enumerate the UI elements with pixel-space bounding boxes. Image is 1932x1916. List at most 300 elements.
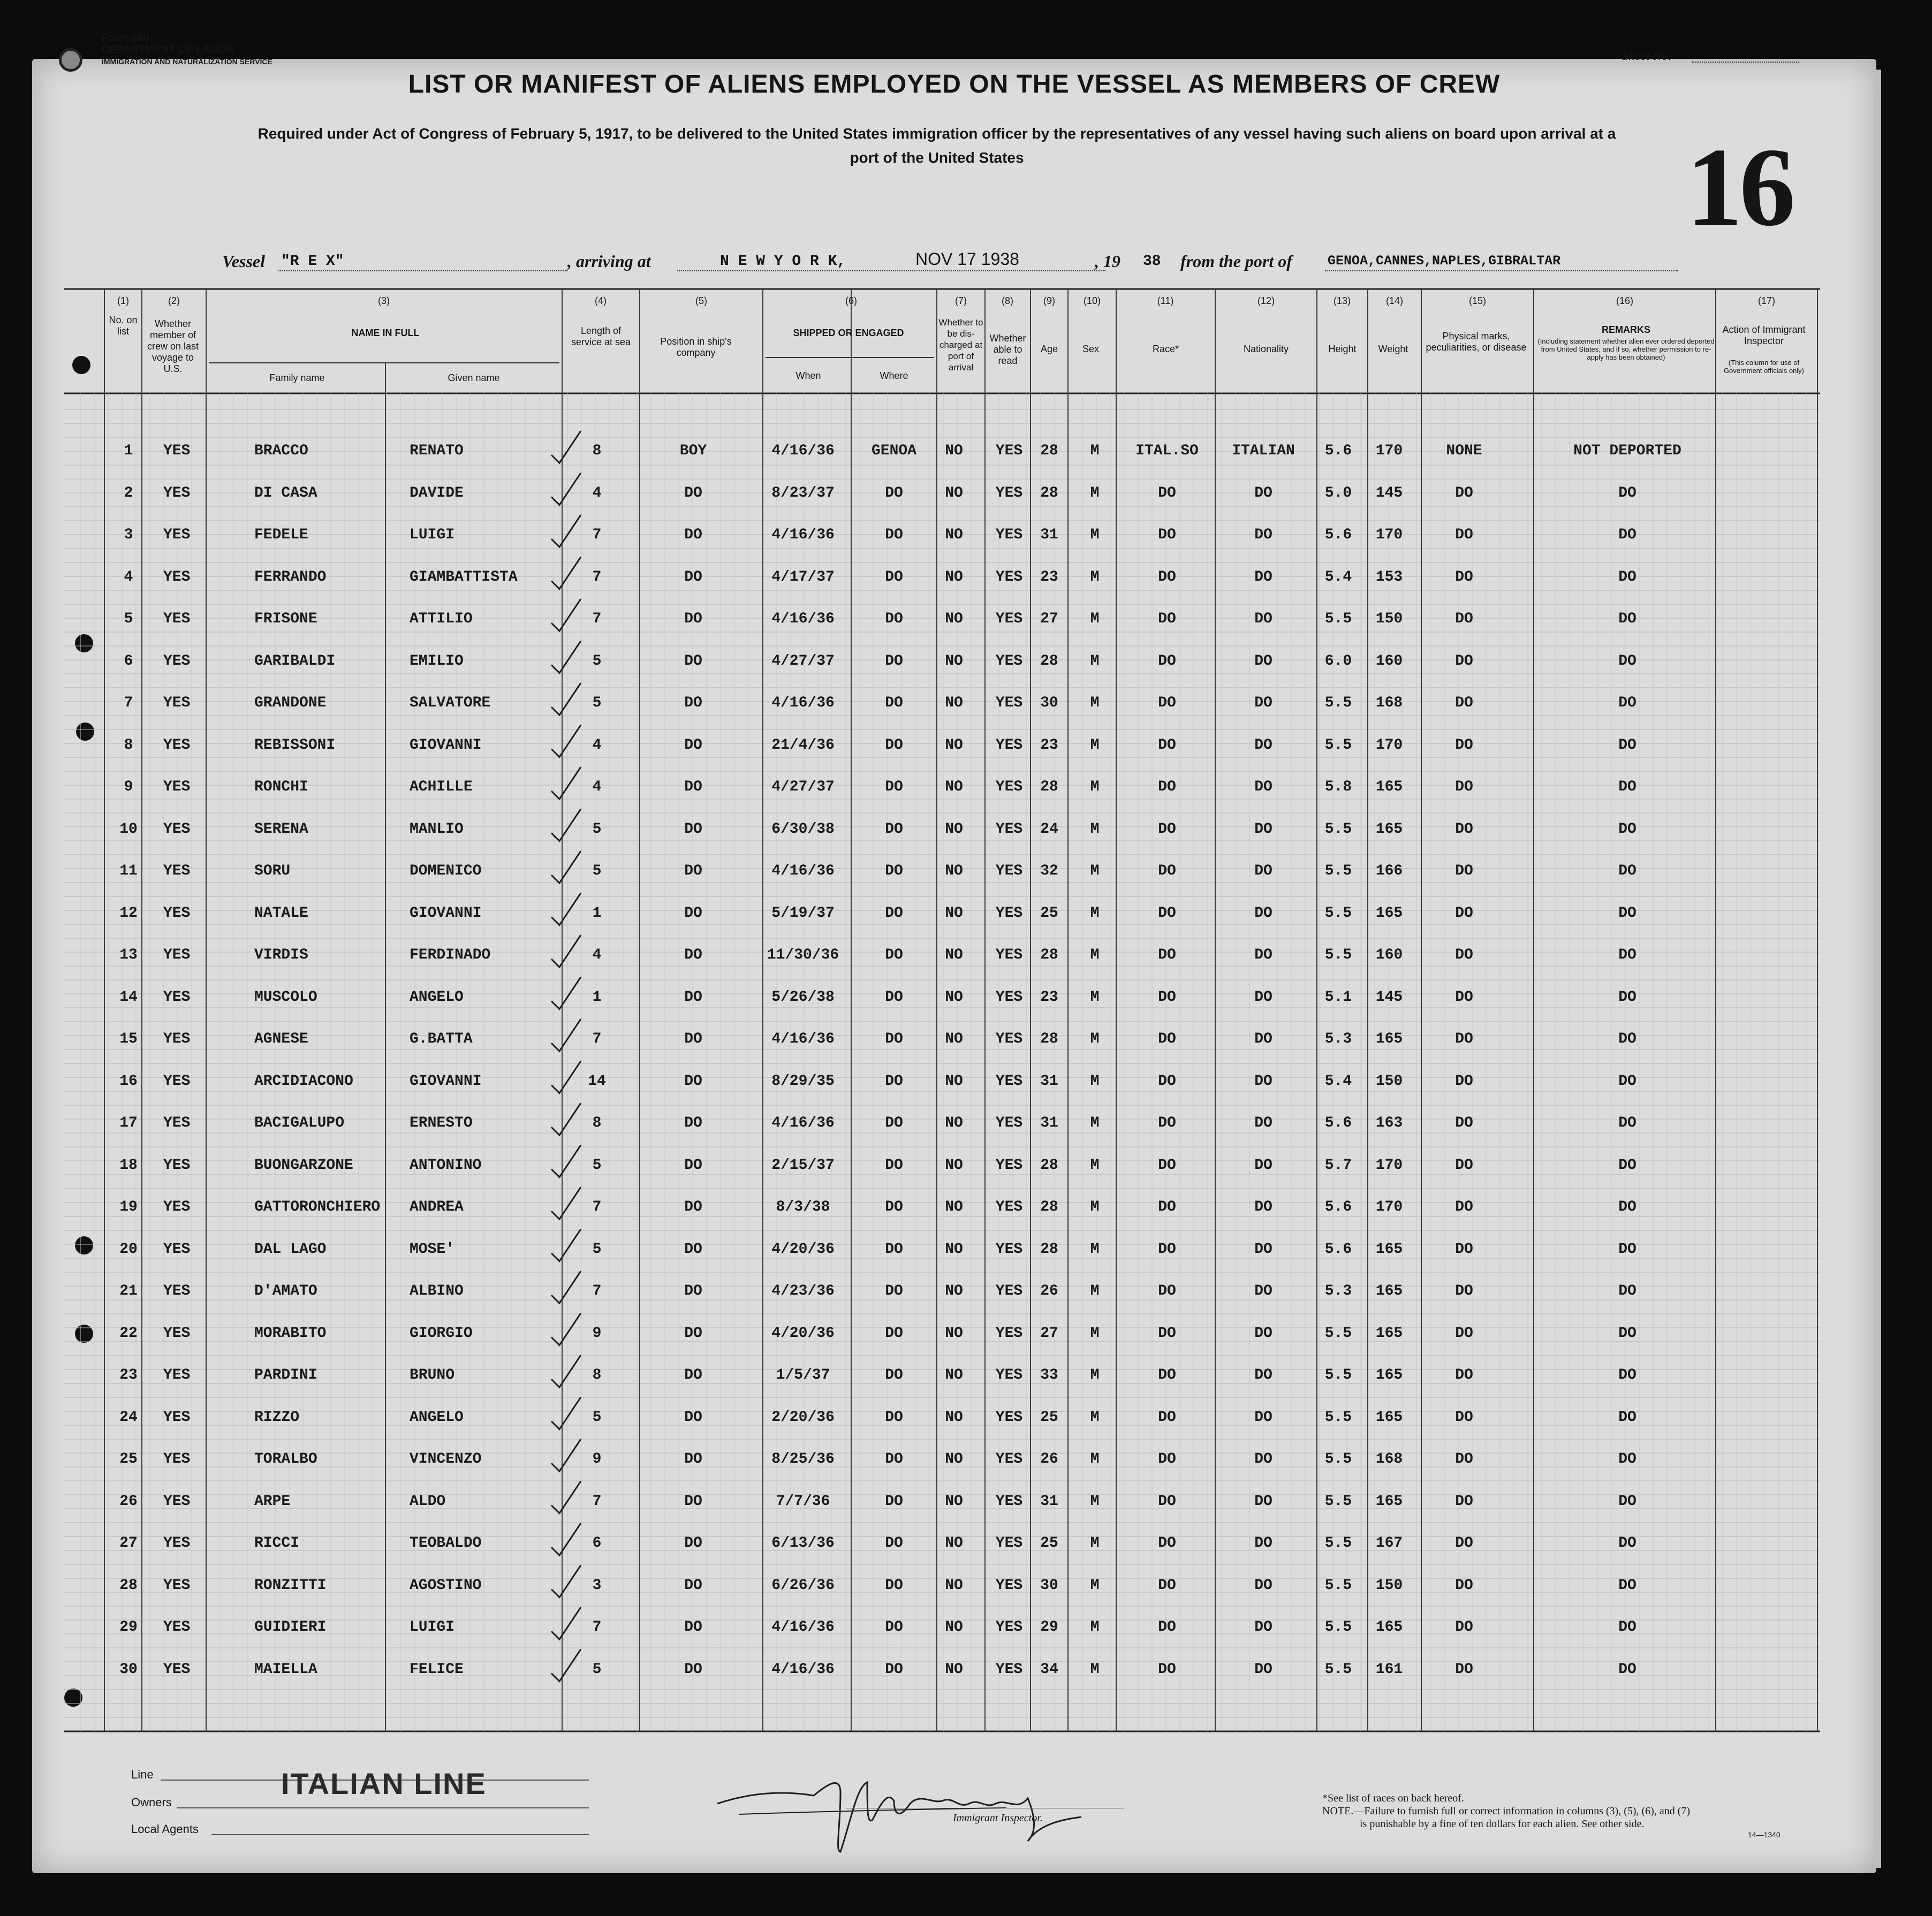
- height: 5.8: [1324, 779, 1352, 795]
- discharged-status: NO: [945, 1073, 963, 1090]
- engaged-place: DO: [885, 820, 903, 838]
- remarks: DO: [1618, 1115, 1636, 1131]
- length-of-service: 4: [592, 484, 602, 501]
- length-of-service: 7: [592, 1283, 602, 1299]
- age: 29: [1040, 1619, 1058, 1636]
- ship-position: DO: [684, 779, 702, 795]
- discharged-status: NO: [945, 904, 963, 922]
- member-last-voyage: YES: [163, 1619, 191, 1636]
- given-name: GIOVANNI: [410, 904, 482, 922]
- sex: M: [1090, 1451, 1100, 1468]
- length-of-service: 8: [592, 443, 602, 459]
- family-name: GRANDONE: [254, 695, 327, 711]
- member-last-voyage: YES: [163, 1451, 191, 1468]
- sex: M: [1090, 652, 1100, 670]
- discharged-status: NO: [945, 1199, 963, 1215]
- given-name: ALDO: [410, 1493, 446, 1510]
- weight: 153: [1375, 568, 1403, 586]
- family-name: RONCHI: [254, 779, 308, 795]
- family-name: GUIDIERI: [254, 1619, 327, 1636]
- nationality: DO: [1254, 1619, 1272, 1636]
- physical-marks: DO: [1455, 1115, 1473, 1131]
- member-last-voyage: YES: [163, 1409, 191, 1426]
- nationality: DO: [1254, 1199, 1272, 1215]
- member-last-voyage: YES: [163, 820, 191, 838]
- engaged-place: DO: [885, 1619, 903, 1636]
- remarks: DO: [1618, 989, 1636, 1006]
- physical-marks: DO: [1455, 1367, 1473, 1383]
- given-name: FELICE: [410, 1661, 464, 1678]
- check-mark-icon: [551, 1355, 581, 1387]
- given-name: VINCENZO: [410, 1451, 482, 1468]
- race: DO: [1158, 779, 1176, 795]
- engaged-date: 8/3/38: [776, 1199, 830, 1215]
- nationality: DO: [1254, 820, 1272, 838]
- weight: 165: [1375, 904, 1403, 922]
- nationality: DO: [1254, 779, 1272, 795]
- member-last-voyage: YES: [163, 443, 191, 459]
- row-number: 10: [119, 820, 138, 838]
- remarks: DO: [1618, 863, 1636, 879]
- remarks: DO: [1618, 527, 1636, 543]
- age: 28: [1040, 443, 1058, 459]
- row-number: 23: [119, 1367, 138, 1383]
- family-name: BACIGALUPO: [254, 1115, 345, 1131]
- remarks: DO: [1618, 1577, 1636, 1594]
- nationality: DO: [1254, 863, 1272, 879]
- family-name: BRACCO: [254, 443, 308, 459]
- able-to-read: YES: [995, 863, 1023, 879]
- given-name: LUIGI: [410, 527, 455, 543]
- able-to-read: YES: [995, 947, 1023, 963]
- remarks: DO: [1618, 484, 1636, 501]
- member-last-voyage: YES: [163, 1493, 191, 1510]
- physical-marks: DO: [1455, 1157, 1473, 1174]
- col-header-action-note: (This column for use of Government officials only): [1723, 359, 1805, 375]
- sex: M: [1090, 863, 1100, 879]
- physical-marks: DO: [1455, 1577, 1473, 1594]
- age: 30: [1040, 695, 1058, 711]
- remarks: DO: [1618, 652, 1636, 670]
- member-last-voyage: YES: [163, 1535, 191, 1552]
- row-number: 13: [119, 947, 138, 963]
- row-number: 26: [119, 1493, 138, 1510]
- able-to-read: YES: [995, 611, 1023, 627]
- length-of-service: 5: [592, 1409, 602, 1426]
- col-header-where: Where: [880, 370, 908, 381]
- engaged-date: 11/30/36: [767, 947, 839, 963]
- remarks: DO: [1618, 695, 1636, 711]
- age: 34: [1040, 1661, 1058, 1678]
- engaged-place: DO: [885, 1157, 903, 1174]
- race: DO: [1158, 1493, 1176, 1510]
- remarks: DO: [1618, 1157, 1636, 1174]
- ship-position: DO: [684, 1451, 702, 1468]
- engaged-date: 4/23/36: [771, 1283, 835, 1299]
- engaged-place: DO: [885, 904, 903, 922]
- row-number: 20: [119, 1241, 138, 1258]
- row-number: 1: [124, 443, 133, 459]
- weight: 165: [1375, 1409, 1403, 1426]
- given-name: GIOVANNI: [410, 1073, 482, 1090]
- member-last-voyage: YES: [163, 1577, 191, 1594]
- nationality: DO: [1254, 1157, 1272, 1174]
- sex: M: [1090, 736, 1100, 754]
- family-name: FRISONE: [254, 611, 317, 627]
- discharged-status: NO: [945, 611, 963, 627]
- able-to-read: YES: [995, 1283, 1023, 1299]
- discharged-status: NO: [945, 779, 963, 795]
- engaged-place: DO: [885, 947, 903, 963]
- owner-stamp: ITALIAN LINE: [281, 1767, 487, 1800]
- race: DO: [1158, 1577, 1176, 1594]
- able-to-read: YES: [995, 1241, 1023, 1258]
- able-to-read: YES: [995, 1031, 1023, 1047]
- age: 32: [1040, 863, 1058, 879]
- given-name: EMILIO: [410, 652, 464, 670]
- row-number: 14: [119, 989, 138, 1006]
- member-last-voyage: YES: [163, 652, 191, 670]
- height: 5.3: [1324, 1283, 1352, 1299]
- race: DO: [1158, 1157, 1176, 1174]
- year-value: 38: [1143, 253, 1161, 270]
- physical-marks: DO: [1455, 1199, 1473, 1215]
- given-name: ACHILLE: [410, 779, 473, 795]
- row-number: 4: [124, 568, 133, 586]
- physical-marks: DO: [1455, 1451, 1473, 1468]
- discharged-status: NO: [945, 1535, 963, 1552]
- row-number: 18: [119, 1157, 138, 1174]
- engaged-date: 2/20/36: [771, 1409, 835, 1426]
- nationality: DO: [1254, 904, 1272, 922]
- engaged-place: DO: [885, 1409, 903, 1426]
- subtitle-line2: port of the United States: [850, 149, 1024, 166]
- given-name: RENATO: [410, 443, 464, 459]
- col-header-race: Race*: [1152, 344, 1179, 354]
- able-to-read: YES: [995, 443, 1023, 459]
- engaged-place: DO: [885, 779, 903, 795]
- family-name: RIZZO: [254, 1409, 300, 1426]
- engaged-date: 8/25/36: [771, 1451, 835, 1468]
- height: 5.4: [1324, 568, 1352, 586]
- age: 31: [1040, 1073, 1058, 1090]
- race: DO: [1158, 947, 1176, 963]
- ship-position: DO: [684, 1577, 702, 1594]
- sex: M: [1090, 1577, 1100, 1594]
- nationality: DO: [1254, 1493, 1272, 1510]
- length-of-service: 5: [592, 1241, 602, 1258]
- engaged-place: DO: [885, 1325, 903, 1342]
- weight: 165: [1375, 1367, 1403, 1383]
- height: 5.5: [1324, 1493, 1352, 1510]
- ship-position: DO: [684, 484, 702, 501]
- engaged-date: 4/17/37: [771, 568, 835, 586]
- remarks: DO: [1618, 1661, 1636, 1678]
- remarks: DO: [1618, 1283, 1636, 1299]
- engaged-date: 8/23/37: [771, 484, 835, 501]
- column-number: (2): [168, 295, 180, 306]
- engaged-place: DO: [885, 1283, 903, 1299]
- engaged-date: 4/16/36: [771, 1619, 835, 1636]
- service-name: IMMIGRATION AND NATURALIZATION SERVICE: [102, 57, 272, 66]
- engaged-place: DO: [885, 527, 903, 543]
- nationality: DO: [1254, 947, 1272, 963]
- member-last-voyage: YES: [163, 1115, 191, 1131]
- discharged-status: NO: [945, 443, 963, 459]
- engaged-place: DO: [885, 1577, 903, 1594]
- sex: M: [1090, 484, 1100, 501]
- nationality: DO: [1254, 1535, 1272, 1552]
- engaged-date: 6/13/36: [771, 1535, 835, 1552]
- remarks: DO: [1618, 568, 1636, 586]
- weight: 160: [1375, 947, 1403, 963]
- member-last-voyage: YES: [163, 695, 191, 711]
- height: 5.6: [1324, 1241, 1352, 1258]
- height: 5.5: [1324, 1409, 1352, 1426]
- remarks: DO: [1618, 1493, 1636, 1510]
- discharged-status: NO: [945, 1619, 963, 1636]
- age: 26: [1040, 1283, 1058, 1299]
- family-name: VIRDIS: [254, 947, 308, 963]
- footnote-penalty-cont: is punishable by a fine of ten dollars for each alien. See other side.: [1360, 1818, 1645, 1830]
- row-number: 2: [124, 484, 133, 501]
- length-of-service: 3: [592, 1577, 602, 1594]
- nationality: DO: [1254, 1241, 1272, 1258]
- length-of-service: 14: [588, 1073, 606, 1090]
- nationality: DO: [1254, 1283, 1272, 1299]
- height: 5.1: [1324, 989, 1352, 1006]
- age: 28: [1040, 1157, 1058, 1174]
- engaged-date: 6/26/36: [771, 1577, 835, 1594]
- row-number: 8: [124, 736, 133, 754]
- age: 31: [1040, 527, 1058, 543]
- family-name: RICCI: [254, 1535, 300, 1552]
- check-mark-icon: [551, 1229, 581, 1261]
- member-last-voyage: YES: [163, 1325, 191, 1342]
- arrival-port: N E W Y O R K,: [720, 253, 846, 270]
- subtitle-line1: Required under Act of Congress of February 5, 1917, to be delivered to the United States immigration officer by the representatives of any vessel having such aliens on board upon arrival at a: [257, 125, 1616, 142]
- physical-marks: DO: [1455, 1325, 1473, 1342]
- given-name: GIOVANNI: [410, 736, 482, 754]
- physical-marks: DO: [1455, 779, 1473, 795]
- column-number: (7): [955, 295, 967, 306]
- discharged-status: NO: [945, 1367, 963, 1383]
- remarks: DO: [1618, 1199, 1636, 1215]
- ship-position: DO: [684, 1031, 702, 1047]
- able-to-read: YES: [995, 779, 1023, 795]
- weight: 170: [1375, 1199, 1403, 1215]
- discharged-status: NO: [945, 1031, 963, 1047]
- height: 5.6: [1324, 1199, 1352, 1215]
- engaged-date: 2/15/37: [771, 1157, 835, 1174]
- row-number: 11: [119, 863, 138, 879]
- race: DO: [1158, 695, 1176, 711]
- family-name: SORU: [254, 863, 291, 879]
- physical-marks: DO: [1455, 989, 1473, 1006]
- age: 23: [1040, 568, 1058, 586]
- column-number: (4): [595, 295, 607, 306]
- column-number: (14): [1385, 295, 1404, 306]
- nationality: DO: [1254, 1031, 1272, 1047]
- ship-position: DO: [684, 1325, 702, 1342]
- col-header-nationality: Nationality: [1243, 344, 1289, 354]
- race: DO: [1158, 484, 1176, 501]
- engaged-date: 4/20/36: [771, 1325, 835, 1342]
- engaged-date: 4/20/36: [771, 1241, 835, 1258]
- discharged-status: NO: [945, 1283, 963, 1299]
- remarks: DO: [1618, 1241, 1636, 1258]
- sex: M: [1090, 904, 1100, 922]
- nationality: DO: [1254, 1451, 1272, 1468]
- member-last-voyage: YES: [163, 1367, 191, 1383]
- sex: M: [1090, 695, 1100, 711]
- engaged-date: 4/27/37: [771, 652, 835, 670]
- weight: 160: [1375, 652, 1403, 670]
- race: DO: [1158, 1115, 1176, 1131]
- given-name: DAVIDE: [410, 484, 464, 501]
- able-to-read: YES: [995, 1409, 1023, 1426]
- length-of-service: 6: [592, 1535, 602, 1552]
- member-last-voyage: YES: [163, 1241, 191, 1258]
- age: 23: [1040, 736, 1058, 754]
- given-name: DOMENICO: [410, 863, 482, 879]
- age: 30: [1040, 1577, 1058, 1594]
- length-of-service: 5: [592, 652, 602, 670]
- sex: M: [1090, 779, 1100, 795]
- engaged-place: DO: [885, 989, 903, 1006]
- age: 33: [1040, 1367, 1058, 1383]
- given-name: TEOBALDO: [410, 1535, 482, 1552]
- nationality: ITALIAN: [1232, 443, 1295, 459]
- able-to-read: YES: [995, 1115, 1023, 1131]
- col-header-height: Height: [1328, 344, 1357, 354]
- year-prefix: , 19: [1095, 252, 1120, 271]
- given-name: LUIGI: [410, 1619, 455, 1636]
- weight: 170: [1375, 736, 1403, 754]
- ship-position: DO: [684, 1157, 702, 1174]
- weight: 166: [1375, 863, 1403, 879]
- engaged-date: 8/29/35: [771, 1073, 835, 1090]
- col-header-weight: Weight: [1378, 344, 1408, 354]
- weight: 145: [1375, 989, 1403, 1006]
- able-to-read: YES: [995, 527, 1023, 543]
- sex: M: [1090, 1367, 1100, 1383]
- ship-position: DO: [684, 1241, 702, 1258]
- family-name: AGNESE: [254, 1031, 308, 1047]
- age: 31: [1040, 1115, 1058, 1131]
- owners-rule: [177, 1807, 589, 1808]
- ship-position: DO: [684, 1493, 702, 1510]
- engaged-date: 4/16/36: [771, 443, 835, 459]
- check-mark-icon: [551, 557, 581, 589]
- remarks: NOT DEPORTED: [1573, 443, 1681, 459]
- engaged-date: 4/16/36: [771, 611, 835, 627]
- remarks: DO: [1618, 947, 1636, 963]
- check-mark-icon: [551, 1313, 581, 1345]
- column-number: (8): [1002, 295, 1013, 306]
- given-name: BRUNO: [410, 1367, 455, 1383]
- ship-position: DO: [684, 1115, 702, 1131]
- row-number: 17: [119, 1115, 138, 1131]
- engaged-place: DO: [885, 1031, 903, 1047]
- race: DO: [1158, 652, 1176, 670]
- length-of-service: 5: [592, 820, 602, 838]
- able-to-read: YES: [995, 1619, 1023, 1636]
- physical-marks: DO: [1455, 484, 1473, 501]
- length-of-service: 5: [592, 1661, 602, 1678]
- col-header-read: Whether able to read: [989, 333, 1026, 366]
- height: 5.7: [1324, 1157, 1352, 1174]
- family-name: BUONGARZONE: [254, 1157, 353, 1174]
- discharged-status: NO: [945, 989, 963, 1006]
- check-mark-icon: [551, 515, 581, 547]
- length-of-service: 7: [592, 1199, 602, 1215]
- family-name: D'AMATO: [254, 1283, 317, 1299]
- physical-marks: DO: [1455, 863, 1473, 879]
- form-code: 14—1340: [1748, 1830, 1781, 1839]
- row-number: 6: [124, 652, 133, 670]
- race: ITAL.SO: [1135, 443, 1199, 459]
- weight: 168: [1375, 695, 1403, 711]
- ship-position: DO: [684, 611, 702, 627]
- able-to-read: YES: [995, 736, 1023, 754]
- engaged-place: DO: [885, 611, 903, 627]
- sex: M: [1090, 1031, 1100, 1047]
- remarks: DO: [1618, 736, 1636, 754]
- height: 5.0: [1324, 484, 1352, 501]
- ship-position: DO: [684, 1073, 702, 1090]
- check-mark-icon: [551, 767, 581, 799]
- sex: M: [1090, 527, 1100, 543]
- sex: M: [1090, 1241, 1100, 1258]
- physical-marks: DO: [1455, 652, 1473, 670]
- sex: M: [1090, 568, 1100, 586]
- race: DO: [1158, 1367, 1176, 1383]
- check-mark-icon: [551, 1187, 581, 1219]
- able-to-read: YES: [995, 484, 1023, 501]
- column-number: (17): [1757, 295, 1776, 306]
- family-name: ARPE: [254, 1493, 291, 1510]
- physical-marks: DO: [1455, 820, 1473, 838]
- given-name: ANGELO: [410, 1409, 464, 1426]
- ship-position: DO: [684, 1199, 702, 1215]
- race: DO: [1158, 904, 1176, 922]
- nationality: DO: [1254, 1115, 1272, 1131]
- age: 27: [1040, 611, 1058, 627]
- col-header-action: Action of Immigrant Inspector: [1722, 324, 1806, 346]
- column-number: (13): [1333, 295, 1351, 306]
- engaged-date: 1/5/37: [776, 1367, 830, 1383]
- ship-position: DO: [684, 1661, 702, 1678]
- ship-position: DO: [684, 904, 702, 922]
- check-mark-icon: [551, 1607, 581, 1639]
- ship-position: DO: [684, 947, 702, 963]
- nationality: DO: [1254, 652, 1272, 670]
- weight: 168: [1375, 1451, 1403, 1468]
- height: 5.5: [1324, 1451, 1352, 1468]
- sex: M: [1090, 1661, 1100, 1678]
- sex: M: [1090, 1535, 1100, 1552]
- height: 5.3: [1324, 1031, 1352, 1047]
- weight: 165: [1375, 1283, 1403, 1299]
- nationality: DO: [1254, 1073, 1272, 1090]
- col-header-discharged: Whether to be dis-charged at port of arrival: [938, 317, 983, 372]
- agents-label: Local Agents: [131, 1822, 199, 1836]
- able-to-read: YES: [995, 1535, 1023, 1552]
- height: 5.5: [1324, 1619, 1352, 1636]
- nationality: DO: [1254, 1325, 1272, 1342]
- ship-position: DO: [684, 863, 702, 879]
